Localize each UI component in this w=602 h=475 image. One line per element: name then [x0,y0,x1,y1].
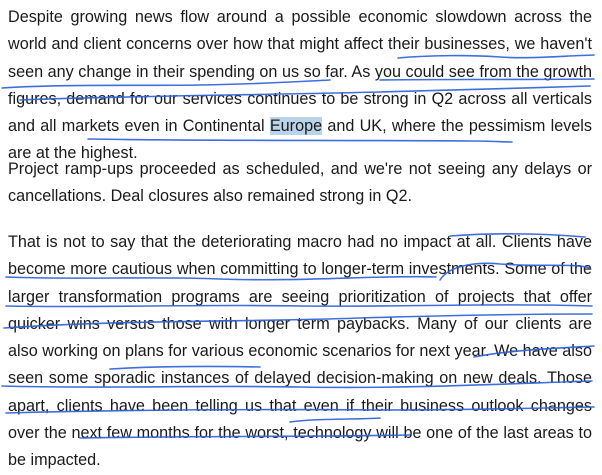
paragraph-2: Project ramp-ups proceeded as scheduled, and we're not seeing any delays or cancellations. Deal closures also remained strong in Q2. [8,160,592,206]
paragraph-1-text-start: Despite growing news flow around a possible economic slowdown across the world and client concerns over how that might affect their businesses, we haven't seen any change in their spending on us so far. As you could see from the growth figures, demand for our services continues to be strong in Q2 across all verticals and all markets even in Continental [8,8,592,136]
highlighted-word: Europe [269,117,323,136]
paragraph-3: That is not to say that the deteriorating macro had no impact at all. Clients have become more cautious when committing to longer-term investments. Some of the larger transformation programs are seeing prioritization of projects that offer quicker wins versus those with longer term paybacks. Many of our clients are also working on plans for various economic scenarios for next year. We have also seen some sporadic instances of delayed decision-making on new deals. Those apart, clients have been telling us that even if their business outlook changes over the next few months for the worst, technology will be one of the last areas to be impacted. [8,233,592,470]
paragraph-1 [8,4,592,168]
paragraph-1-text-end: and UK, where the pessimism levels are at the highest. [8,117,592,163]
